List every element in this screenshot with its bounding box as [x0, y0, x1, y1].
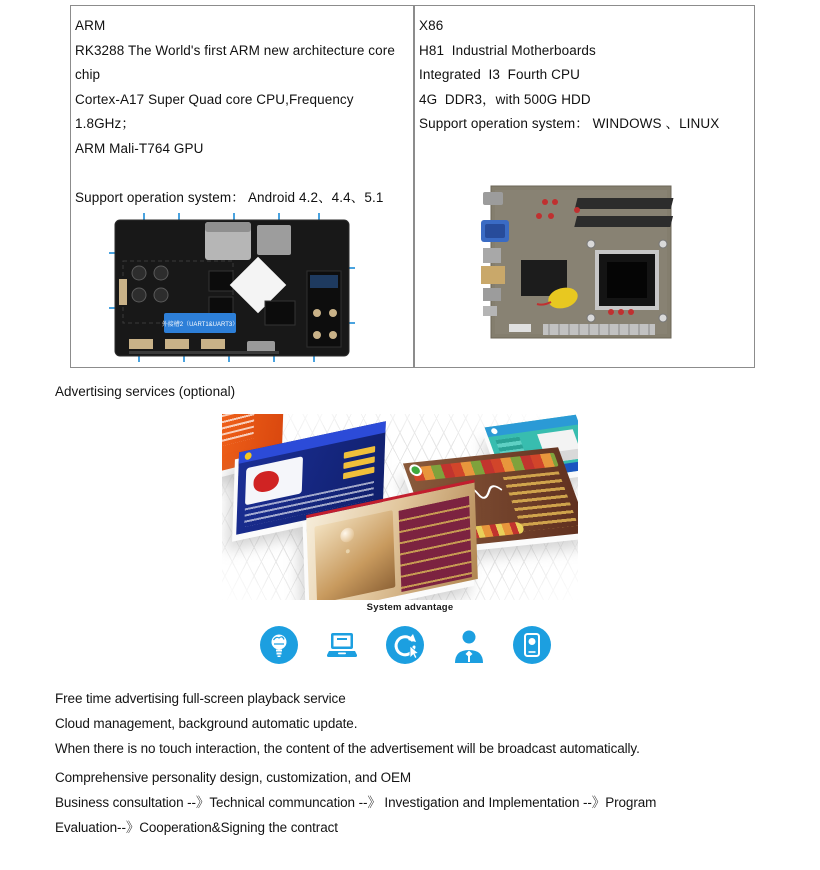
service-process-line: Evaluation--》Cooperation&Signing the contract — [55, 819, 338, 835]
arm-spec-line: 1.8GHz； — [75, 116, 135, 132]
businessman-icon — [452, 628, 486, 664]
arm-spec-line: Support operation system： Android 4.2、4.4、5.1 — [75, 190, 384, 206]
arm-spec-cell — [71, 6, 413, 367]
advertising-screens-image — [222, 414, 578, 600]
service-process-line: Business consultation --》Technical communcation --》 Investigation and Implementation --》Program — [55, 794, 657, 810]
mobile-phone-icon — [513, 626, 551, 664]
service-features-text — [55, 687, 640, 761]
arm-board-image — [109, 213, 355, 363]
spec-comparison-table — [70, 5, 755, 368]
x86-title: X86 — [419, 18, 444, 33]
advantage-icons-row — [0, 626, 820, 670]
system-advantage-label: System advantage — [366, 602, 454, 613]
service-feature-line: When there is no touch interaction, the content of the advertisement will be broadcast automatically. — [55, 740, 640, 756]
advertising-section-title: Advertising services (optional) — [55, 384, 236, 399]
service-process-line: Comprehensive personality design, customization, and OEM — [55, 770, 412, 785]
x86-board-image — [481, 184, 677, 341]
refresh-click-icon — [386, 626, 424, 664]
x86-spec-line: 4G DDR3，with 500G HDD — [419, 91, 591, 107]
arm-spec-line: chip — [75, 67, 101, 83]
service-feature-line: Free time advertising full-screen playback service — [55, 691, 346, 706]
x86-spec-line: Integrated I3 Fourth CPU — [419, 67, 580, 83]
idea-lightbulb-icon — [260, 626, 298, 664]
service-feature-line: Cloud management, background automatic update. — [55, 715, 358, 731]
x86-spec-line: H81 Industrial Motherboards — [419, 42, 596, 58]
arm-title: ARM — [75, 18, 106, 33]
service-process-text — [55, 766, 656, 840]
arm-board-label: 外接槽2（UART1&UART3） — [161, 322, 239, 328]
x86-spec-line: Support operation system： WINDOWS 、LINUX — [419, 116, 720, 132]
arm-spec-line: Cortex-A17 Super Quad core CPU,Frequency — [75, 91, 354, 107]
arm-spec-blank-line — [75, 162, 413, 187]
laptop-icon — [327, 632, 357, 658]
arm-spec-line: ARM Mali-T764 GPU — [75, 140, 204, 156]
arm-spec-line: RK3288 The World's first ARM new architecture core — [75, 42, 395, 58]
arm-spec-text — [71, 6, 413, 211]
x86-spec-cell — [415, 6, 754, 367]
x86-spec-text — [415, 6, 754, 137]
